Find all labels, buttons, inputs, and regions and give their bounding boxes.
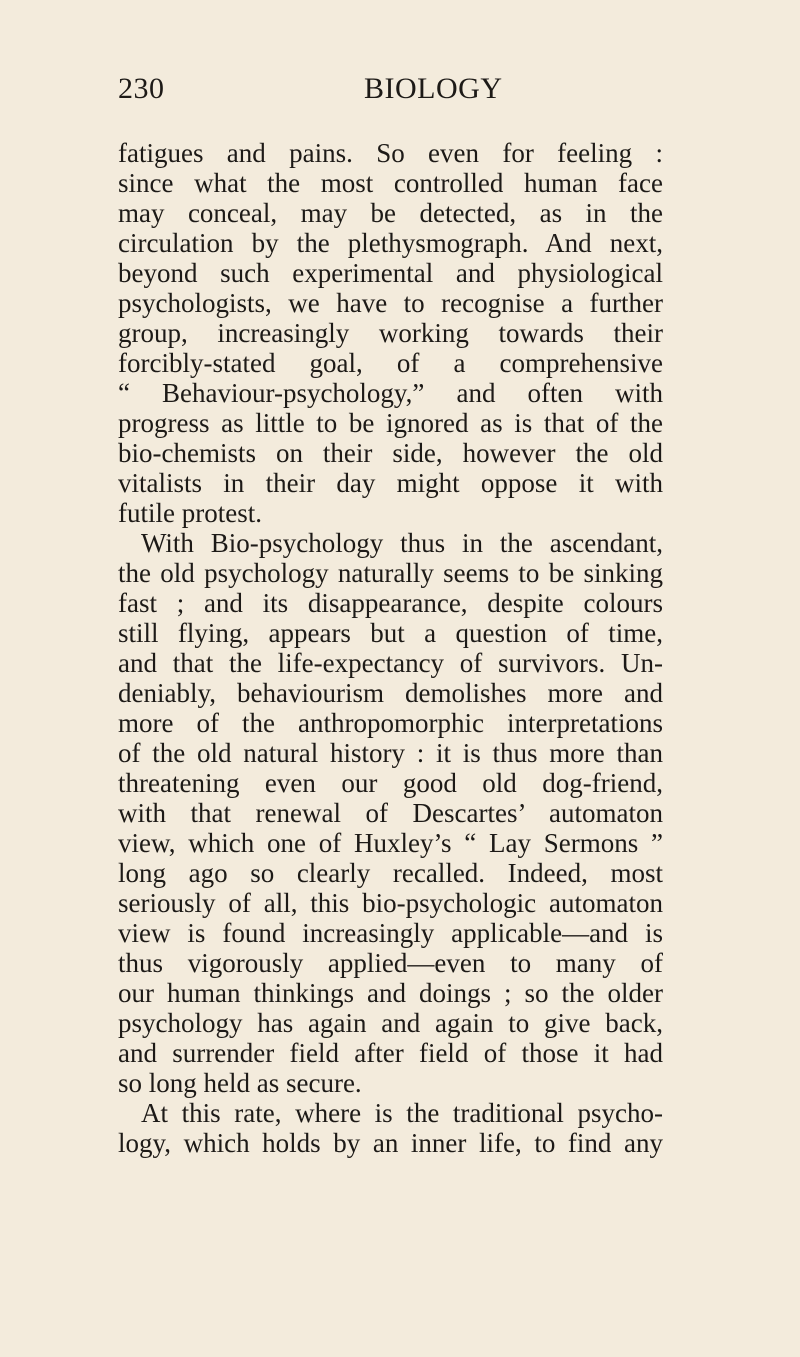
text-line: fatigues and pains. So even for feeling :	[118, 138, 663, 168]
paragraph-start-line: At this rate, where is the traditional psycho-	[141, 1098, 663, 1128]
text-line: and that the life-expectancy of survivors. Un-	[118, 648, 663, 678]
text-line: logy, which holds by an inner life, to find any	[118, 1128, 663, 1158]
text-line: threatening even our good old dog-friend,	[118, 768, 663, 798]
text-line: beyond such experimental and physiological	[118, 258, 663, 288]
text-line: still flying, appears but a question of time,	[118, 618, 663, 648]
text-line: since what the most controlled human face	[118, 168, 663, 198]
text-line: psychologists, we have to recognise a further	[118, 288, 663, 318]
paragraph-start-line: With Bio-psychology thus in the ascendant,	[141, 528, 663, 558]
text-line: long ago so clearly recalled. Indeed, most	[118, 858, 663, 888]
paragraph-end-line: futile protest.	[118, 498, 262, 528]
text-line: group, increasingly working towards their	[118, 318, 663, 348]
running-title: BIOLOGY	[364, 72, 503, 105]
text-line: view is found increasingly applicable—and is	[118, 918, 663, 948]
body-text	[118, 138, 663, 1158]
text-line: thus vigorously applied—even to many of	[118, 948, 663, 978]
paragraph-end-line: so long held as secure.	[118, 1068, 362, 1098]
text-line: view, which one of Huxley’s “ Lay Sermons ”	[118, 828, 663, 858]
text-line: psychology has again and again to give back,	[118, 1008, 663, 1038]
text-line: seriously of all, this bio-psychologic automaton	[118, 888, 663, 918]
text-line: circulation by the plethysmograph. And next,	[118, 228, 663, 258]
text-line: our human thinkings and doings ; so the older	[118, 978, 663, 1008]
text-line: with that renewal of Descartes’ automaton	[118, 798, 663, 828]
text-line: and surrender field after field of those it had	[118, 1038, 663, 1068]
text-line: more of the anthropomorphic interpretations	[118, 708, 663, 738]
page-number: 230	[118, 72, 165, 105]
text-line: “ Behaviour-psychology,” and often with	[118, 378, 663, 408]
text-line: forcibly-stated goal, of a comprehensive	[118, 348, 663, 378]
text-line: deniably, behaviourism demolishes more and	[118, 678, 663, 708]
text-line: may conceal, may be detected, as in the	[118, 198, 663, 228]
running-head	[118, 72, 656, 112]
text-line: progress as little to be ignored as is that of the	[118, 408, 663, 438]
text-line: of the old natural history : it is thus more than	[118, 738, 663, 768]
text-line: the old psychology naturally seems to be sinking	[118, 558, 663, 588]
text-line: bio-chemists on their side, however the old	[118, 438, 663, 468]
text-line: fast ; and its disappearance, despite colours	[118, 588, 663, 618]
text-line: vitalists in their day might oppose it with	[118, 468, 663, 498]
